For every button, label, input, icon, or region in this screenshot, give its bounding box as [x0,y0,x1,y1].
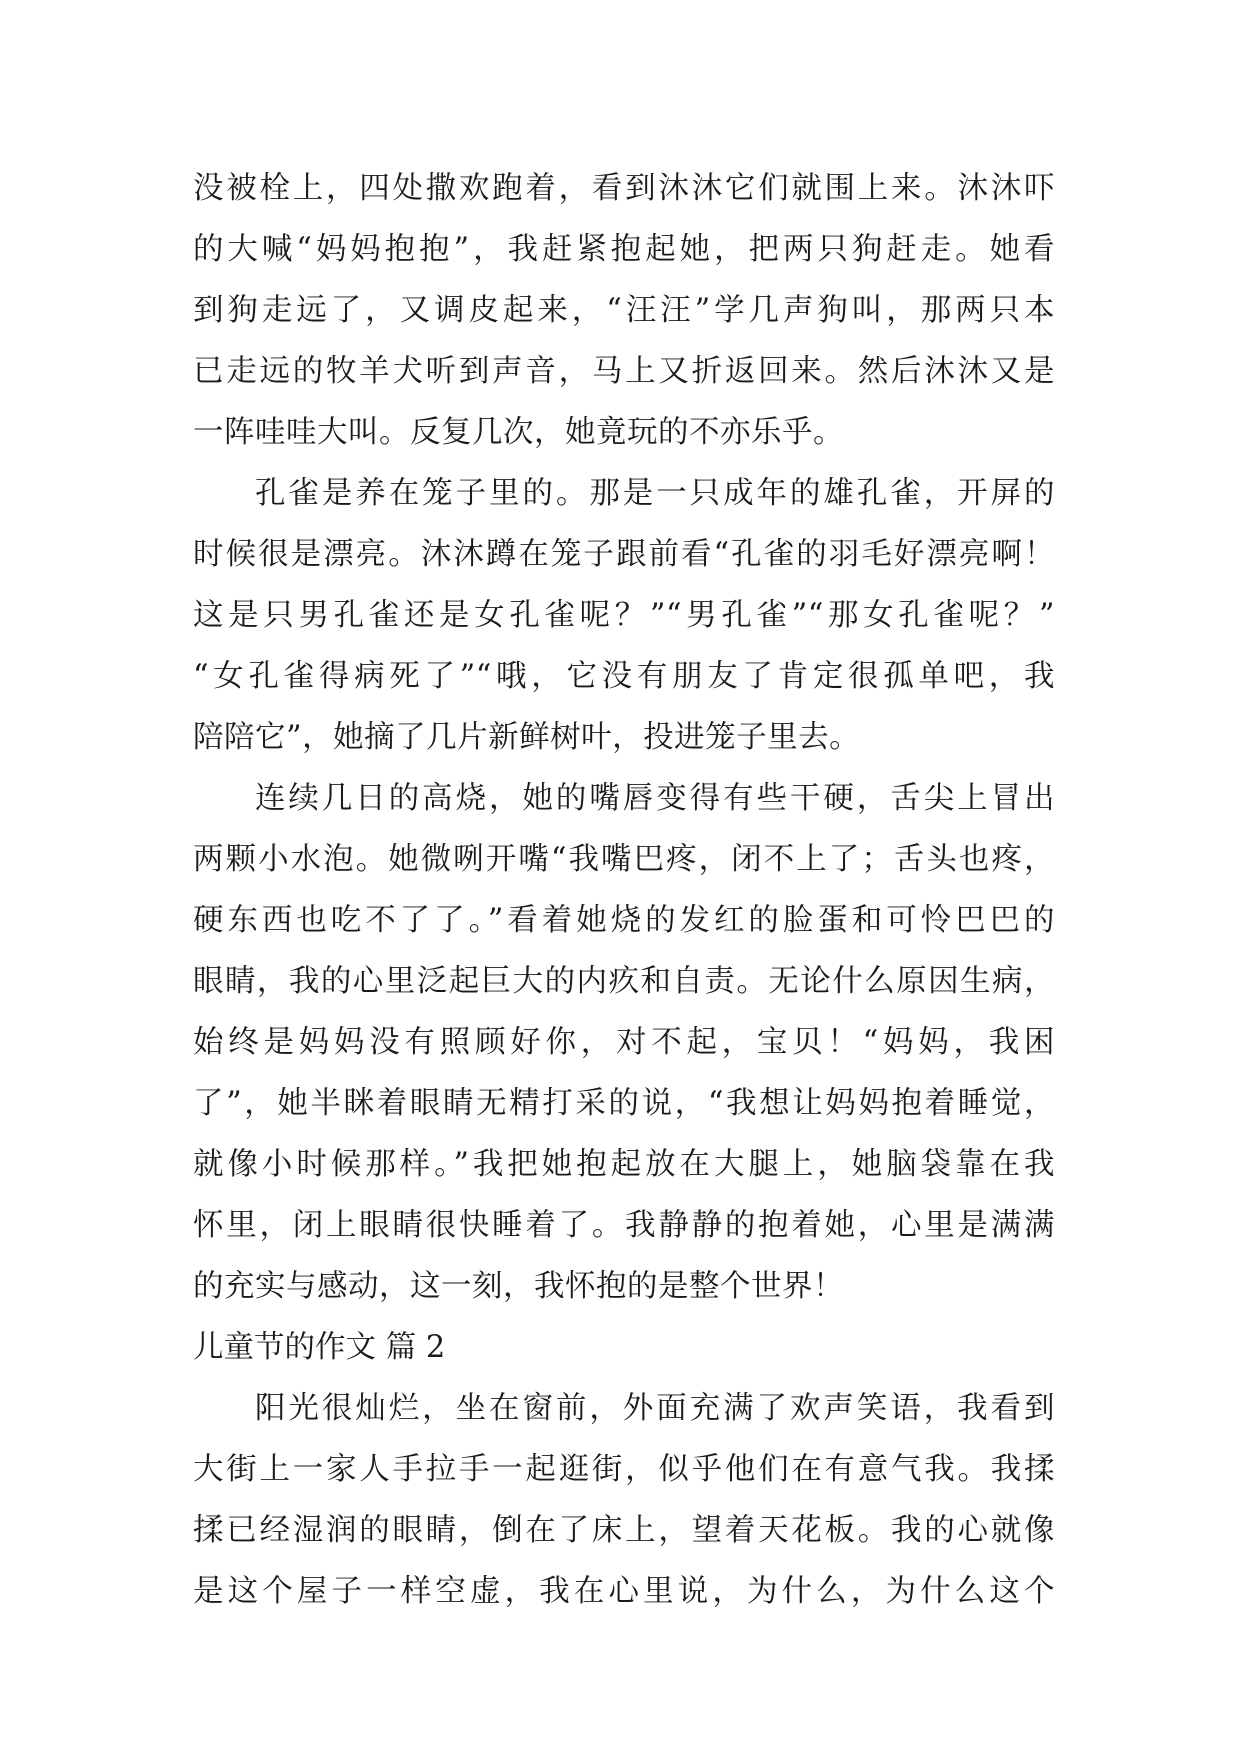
text-line: 揉已经湿润的眼睛，倒在了床上，望着天花板。我的心就像 [193,1513,1055,1548]
document-body [193,158,1055,1622]
text-line: 陪陪它”，她摘了几片新鲜树叶，投进笼子里去。 [193,720,861,755]
text-line: “女孔雀得病死了”“哦，它没有朋友了肯定很孤单吧，我 [193,659,1055,694]
text-line: 始终是妈妈没有照顾好你，对不起，宝贝！“妈妈，我困 [193,1025,1055,1060]
text-line: 怀里，闭上眼睛很快睡着了。我静静的抱着她，心里是满满 [193,1208,1055,1243]
text-line: 这是只男孔雀还是女孔雀呢？”“男孔雀”“那女孔雀呢？” [193,598,1055,633]
text-line: 连续几日的高烧，她的嘴唇变得有些干硬，舌尖上冒出 [255,781,1055,816]
text-line: 就像小时候那样。”我把她抱起放在大腿上，她脑袋靠在我 [193,1147,1055,1182]
text-line: 的大喊“妈妈抱抱”，我赶紧抱起她，把两只狗赶走。她看 [193,232,1055,267]
text-line: 大街上一家人手拉手一起逛街，似乎他们在有意气我。我揉 [193,1452,1055,1487]
text-line: 是这个屋子一样空虚，我在心里说，为什么，为什么这个 [193,1574,1055,1609]
text-line: 时候很是漂亮。沐沐蹲在笼子跟前看“孔雀的羽毛好漂亮啊！ [193,537,1055,572]
text-line: 眼睛，我的心里泛起巨大的内疚和自责。无论什么原因生病， [193,964,1055,999]
text-line: 的充实与感动，这一刻，我怀抱的是整个世界！ [193,1269,844,1304]
text-line: 硬东西也吃不了了。”看着她烧的发红的脸蛋和可怜巴巴的 [193,903,1055,938]
text-line: 到狗走远了，又调皮起来，“汪汪”学几声狗叫，那两只本 [193,293,1055,328]
text-line: 阳光很灿烂，坐在窗前，外面充满了欢声笑语，我看到 [255,1391,1055,1426]
text-line: 一阵哇哇大叫。反复几次，她竟玩的不亦乐乎。 [193,415,844,450]
text-line: 了”，她半眯着眼睛无精打采的说，“我想让妈妈抱着睡觉， [193,1086,1055,1121]
text-line: 两颗小水泡。她微咧开嘴“我嘴巴疼，闭不上了；舌头也疼， [193,842,1055,877]
section-heading: 儿童节的作文 篇 2 [193,1330,446,1365]
text-line: 孔雀是养在笼子里的。那是一只成年的雄孔雀，开屏的 [255,476,1055,511]
text-line: 已走远的牧羊犬听到声音，马上又折返回来。然后沐沐又是 [193,354,1055,389]
text-line: 没被栓上，四处撒欢跑着，看到沐沐它们就围上来。沐沐吓 [193,171,1055,206]
